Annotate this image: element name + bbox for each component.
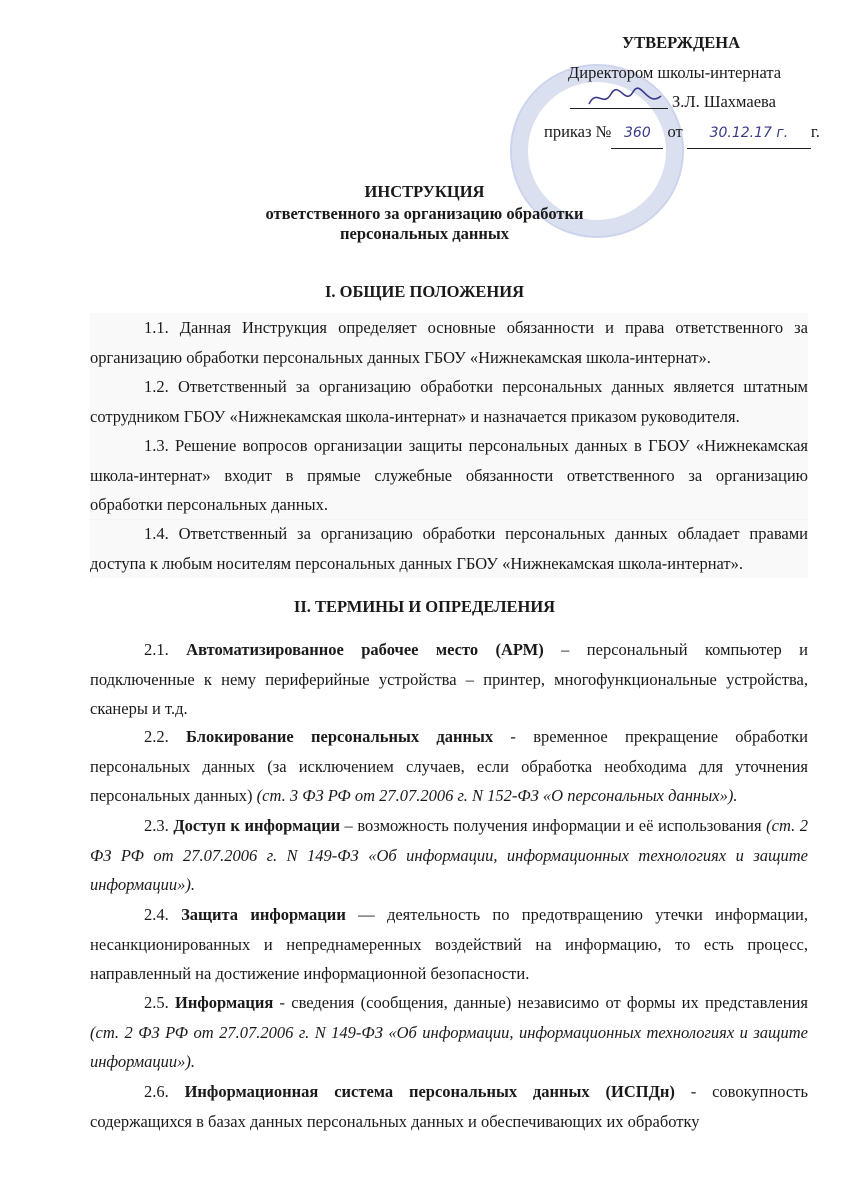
term: Блокирование персональных данных [186, 727, 494, 746]
item-number: 1.4. [144, 524, 169, 543]
item-number: 1.2. [144, 377, 169, 396]
item-number: 2.5. [144, 993, 169, 1012]
term: Защита информации [181, 905, 346, 924]
item-text: - временное прекращение обработки персональных данных (за исключением случаев, если обработка необходима для уточнения персональных данных) [90, 727, 809, 805]
item-text: Ответственный за организацию обработки персональных данных обладает правами доступа к любым носителям персональных данных ГБОУ «Нижнекамская школа-интернат». [90, 524, 809, 573]
paragraph-1-1 [90, 313, 808, 372]
document-subtitle-line2: персональных данных [340, 224, 509, 243]
paragraph-2-1 [90, 635, 808, 724]
document-title: ИНСТРУКЦИЯ [364, 182, 485, 201]
item-text: - сведения (сообщения, данные) независимо от формы их представления [273, 993, 809, 1012]
item-text: - совокупность содержащихся в базах данных персональных данных и обеспечивающих их обработку [90, 1082, 808, 1131]
item-text: – возможность получения информации и её использования [340, 816, 767, 835]
term: Автоматизированное рабочее место (АРМ) [186, 640, 544, 659]
paragraph-2-3 [90, 811, 808, 900]
approver-line: Директором школы-интерната [568, 63, 782, 82]
section-heading: I. ОБЩИЕ ПОЛОЖЕНИЯ [325, 282, 524, 301]
item-text: — деятельность по предотвращению утечки информации, несанкционированных и непреднамеренных воздействий на информацию, то есть процесс, направленный на достижение информационной безопасности. [90, 905, 808, 983]
order-suffix: г. [810, 122, 820, 141]
item-text: – персональный компьютер и подключенные к нему периферийные устройства – принтер, многофункциональные устройства, сканеры и т.д. [90, 640, 809, 718]
item-text: Данная Инструкция определяет основные обязанности и права ответственного за организацию обработки персональных данных ГБОУ «Нижнекамская школа-интернат». [90, 318, 808, 367]
section-heading: II. ТЕРМИНЫ И ОПРЕДЕЛЕНИЯ [293, 597, 556, 616]
order-date: 30.12.17 г. [687, 118, 811, 149]
item-number: 1.1. [144, 318, 169, 337]
legal-reference: (ст. 3 ФЗ РФ от 27.07.2006 г. N 152-ФЗ «О персональных данных»). [256, 786, 738, 805]
signature-blank [570, 90, 668, 109]
order-line [544, 117, 820, 149]
item-number: 1.3. [144, 436, 169, 455]
term: Информация [175, 993, 274, 1012]
legal-reference: (ст. 2 ФЗ РФ от 27.07.2006 г. N 149-ФЗ «Об информации, информационных технологиях и защите информации»). [90, 816, 809, 894]
approval-title: УТВЕРЖДЕНА [622, 33, 741, 52]
order-number: 360 [611, 118, 663, 149]
paragraph-2-5 [90, 988, 808, 1077]
item-number: 2.4. [144, 905, 169, 924]
order-from: от [667, 122, 683, 141]
signature-line [570, 87, 776, 117]
item-number: 2.2. [144, 727, 169, 746]
item-number: 2.6. [144, 1082, 169, 1101]
paragraph-1-3 [90, 431, 808, 520]
paragraph-2-2 [90, 722, 808, 811]
item-number: 2.3. [144, 816, 169, 835]
document-subtitle-line1: ответственного за организацию обработки [265, 204, 584, 223]
order-prefix: приказ № [544, 122, 612, 141]
paragraph-2-6 [90, 1077, 808, 1136]
term: Доступ к информации [173, 816, 340, 835]
paragraph-1-2 [90, 372, 808, 431]
legal-reference: (ст. 2 ФЗ РФ от 27.07.2006 г. N 149-ФЗ «Об информации, информационных технологиях и защите информации»). [90, 1022, 808, 1071]
paragraph-1-4 [90, 519, 808, 578]
item-text: Решение вопросов организации защиты персональных данных в ГБОУ «Нижнекамская школа-интернат» входит в прямые служебные обязанности ответственного за организацию обработки персональных данных. [90, 436, 809, 514]
term: Информационная система персональных данных (ИСПДн) [184, 1082, 675, 1101]
signatory-name: З.Л. Шахмаева [672, 92, 776, 111]
paragraph-2-4 [90, 900, 808, 989]
item-text: Ответственный за организацию обработки персональных данных является штатным сотрудником ГБОУ «Нижнекамская школа-интернат» и назначается приказом руководителя. [90, 377, 808, 426]
item-number: 2.1. [144, 640, 169, 659]
